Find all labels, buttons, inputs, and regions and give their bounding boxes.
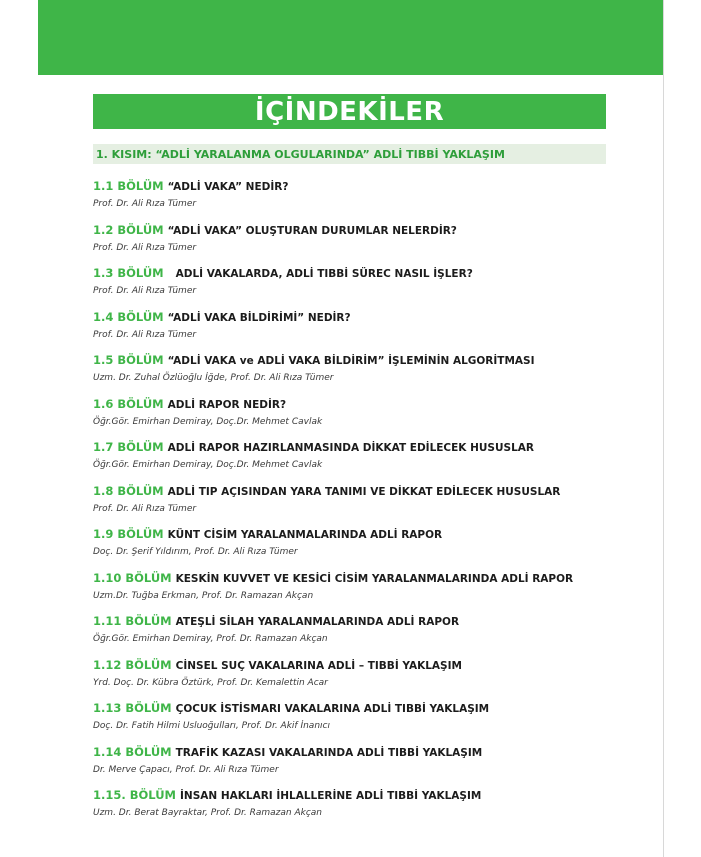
entry-title-line [93,353,535,367]
chapter-number: 1.10 BÖLÜM [93,570,172,585]
chapter-title: KÜNT CİSİM YARALANMALARINDA ADLİ RAPOR [167,529,443,541]
chapter-number: 1.2 BÖLÜM [93,222,164,237]
chapter-title: TRAFİK KAZASI VAKALARINDA ADLİ TIBBİ YAKLAŞIM [175,746,483,759]
chapter-title: ADLİ VAKALARDA, ADLİ TIBBİ SÜREC NASIL İŞLER? [175,268,473,280]
toc-entry[interactable] [93,520,613,564]
chapter-authors: Prof. Dr. Ali Rıza Tümer [93,503,197,514]
entry-title-line [93,571,573,585]
toc-list [93,172,613,825]
chapter-title: ADLİ TIP AÇISINDAN YARA TANIMI VE DİKKAT EDİLECEK HUSUSLAR [167,485,561,498]
entry-title-line [93,440,534,454]
toc-entry[interactable] [93,216,613,260]
toc-entry[interactable] [93,564,613,608]
entry-title-line [93,179,288,193]
chapter-number: 1.8 BÖLÜM [93,483,164,498]
entry-title-line [93,397,286,411]
chapter-number: 1.12 BÖLÜM [93,657,172,672]
chapter-authors: Dr. Merve Çapacı, Prof. Dr. Ali Rıza Tümer [93,764,279,775]
chapter-title: KESKİN KUVVET VE KESİCİ CİSİM YARALANMALARINDA ADLİ RAPOR [175,572,574,585]
chapter-authors: Uzm. Dr. Berat Bayraktar, Prof. Dr. Ramazan Akçan [93,808,323,818]
chapter-number: 1.1 BÖLÜM [93,179,164,193]
chapter-title: ADLİ RAPOR NEDİR? [167,398,287,411]
top-green-band [38,0,663,75]
entry-title-line [93,527,442,541]
chapter-title: “ADLİ VAKA BİLDİRİMİ” NEDİR? [167,311,351,324]
chapter-authors: Uzm.Dr. Tuğba Erkman, Prof. Dr. Ramazan Akçan [93,590,314,601]
chapter-authors: Öğr.Gör. Emirhan Demiray, Doç.Dr. Mehmet Cavlak [93,460,323,470]
chapter-title: “ADLİ VAKA” NEDİR? [167,181,289,193]
toc-entry[interactable] [93,259,613,303]
chapter-authors: Doç. Dr. Fatih Hilmi Usluoğulları, Prof. Dr. Akif İnanıcı [93,721,330,731]
toc-entry[interactable] [93,433,613,477]
toc-entry[interactable] [93,738,613,782]
entry-title-line [93,658,462,672]
title-bar [93,94,606,129]
chapter-title: ADLİ RAPOR HAZIRLANMASINDA DİKKAT EDİLECEK HUSUSLAR [167,442,534,454]
chapter-number: 1.14 BÖLÜM [93,744,172,759]
chapter-title: “ADLİ VAKA ve ADLİ VAKA BİLDİRİM” İŞLEMİNİN ALGORİTMASI [167,355,535,367]
chapter-title: “ADLİ VAKA” OLUŞTURAN DURUMLAR NELERDİR? [167,224,457,237]
entry-title-line [93,701,489,715]
chapter-number: 1.4 BÖLÜM [93,309,164,324]
chapter-title: CİNSEL SUÇ VAKALARINA ADLİ – TIBBİ YAKLAŞIM [175,659,462,672]
page-edge-divider [663,0,664,857]
chapter-authors: Prof. Dr. Ali Rıza Tümer [93,286,197,296]
toc-entry[interactable] [93,607,613,651]
chapter-authors: Uzm. Dr. Zuhal Özlüoğlu İğde, Prof. Dr. Ali Rıza Tümer [93,373,334,383]
entry-title-line [93,614,459,628]
entry-title-line [93,266,473,280]
toc-entry[interactable] [93,172,613,216]
toc-entry[interactable] [93,346,613,390]
toc-entry[interactable] [93,651,613,695]
chapter-number: 1.11 BÖLÜM [93,614,172,628]
chapter-number: 1.5 BÖLÜM [93,353,164,367]
page-title: İÇİNDEKİLER [254,96,445,127]
entry-title-line [93,223,457,237]
chapter-title: İNSAN HAKLARI İHLALLERİNE ADLİ TIBBİ YAKLAŞIM [180,790,482,802]
entry-title-line [93,745,482,759]
chapter-number: 1.7 BÖLÜM [93,440,164,454]
chapter-title: ATEŞLİ SİLAH YARALANMALARINDA ADLİ RAPOR [175,616,460,628]
chapter-authors: Yrd. Doç. Dr. Kübra Öztürk, Prof. Dr. Kemalettin Acar [93,677,328,688]
chapter-number: 1.6 BÖLÜM [93,396,164,411]
entry-title-line [93,310,351,324]
part-heading: 1. KISIM: “ADLİ YARALANMA OLGULARINDA” ADLİ TIBBİ YAKLAŞIM [96,147,505,161]
chapter-authors: Öğr.Gör. Emirhan Demiray, Prof. Dr. Ramazan Akçan [93,634,328,644]
chapter-authors: Prof. Dr. Ali Rıza Tümer [93,242,197,253]
chapter-title: ÇOCUK İSTİSMARI VAKALARINA ADLİ TIBBİ YAKLAŞIM [175,703,490,715]
chapter-number: 1.3 BÖLÜM [93,266,164,280]
entry-title-line [93,484,560,498]
chapter-authors: Öğr.Gör. Emirhan Demiray, Doç.Dr. Mehmet Cavlak [93,416,323,427]
chapter-authors: Prof. Dr. Ali Rıza Tümer [93,199,197,209]
chapter-number: 1.9 BÖLÜM [93,527,164,541]
toc-entry[interactable] [93,303,613,347]
toc-entry[interactable] [93,694,613,738]
toc-entry[interactable] [93,781,613,825]
toc-entry[interactable] [93,390,613,434]
chapter-authors: Doç. Dr. Şerif Yıldırım, Prof. Dr. Ali Rıza Tümer [93,547,298,557]
entry-title-line [93,788,481,802]
chapter-number: 1.15. BÖLÜM [93,788,176,802]
part-heading-bar [93,144,606,164]
chapter-number: 1.13 BÖLÜM [93,701,172,715]
chapter-authors: Prof. Dr. Ali Rıza Tümer [93,329,197,340]
toc-entry[interactable] [93,477,613,521]
